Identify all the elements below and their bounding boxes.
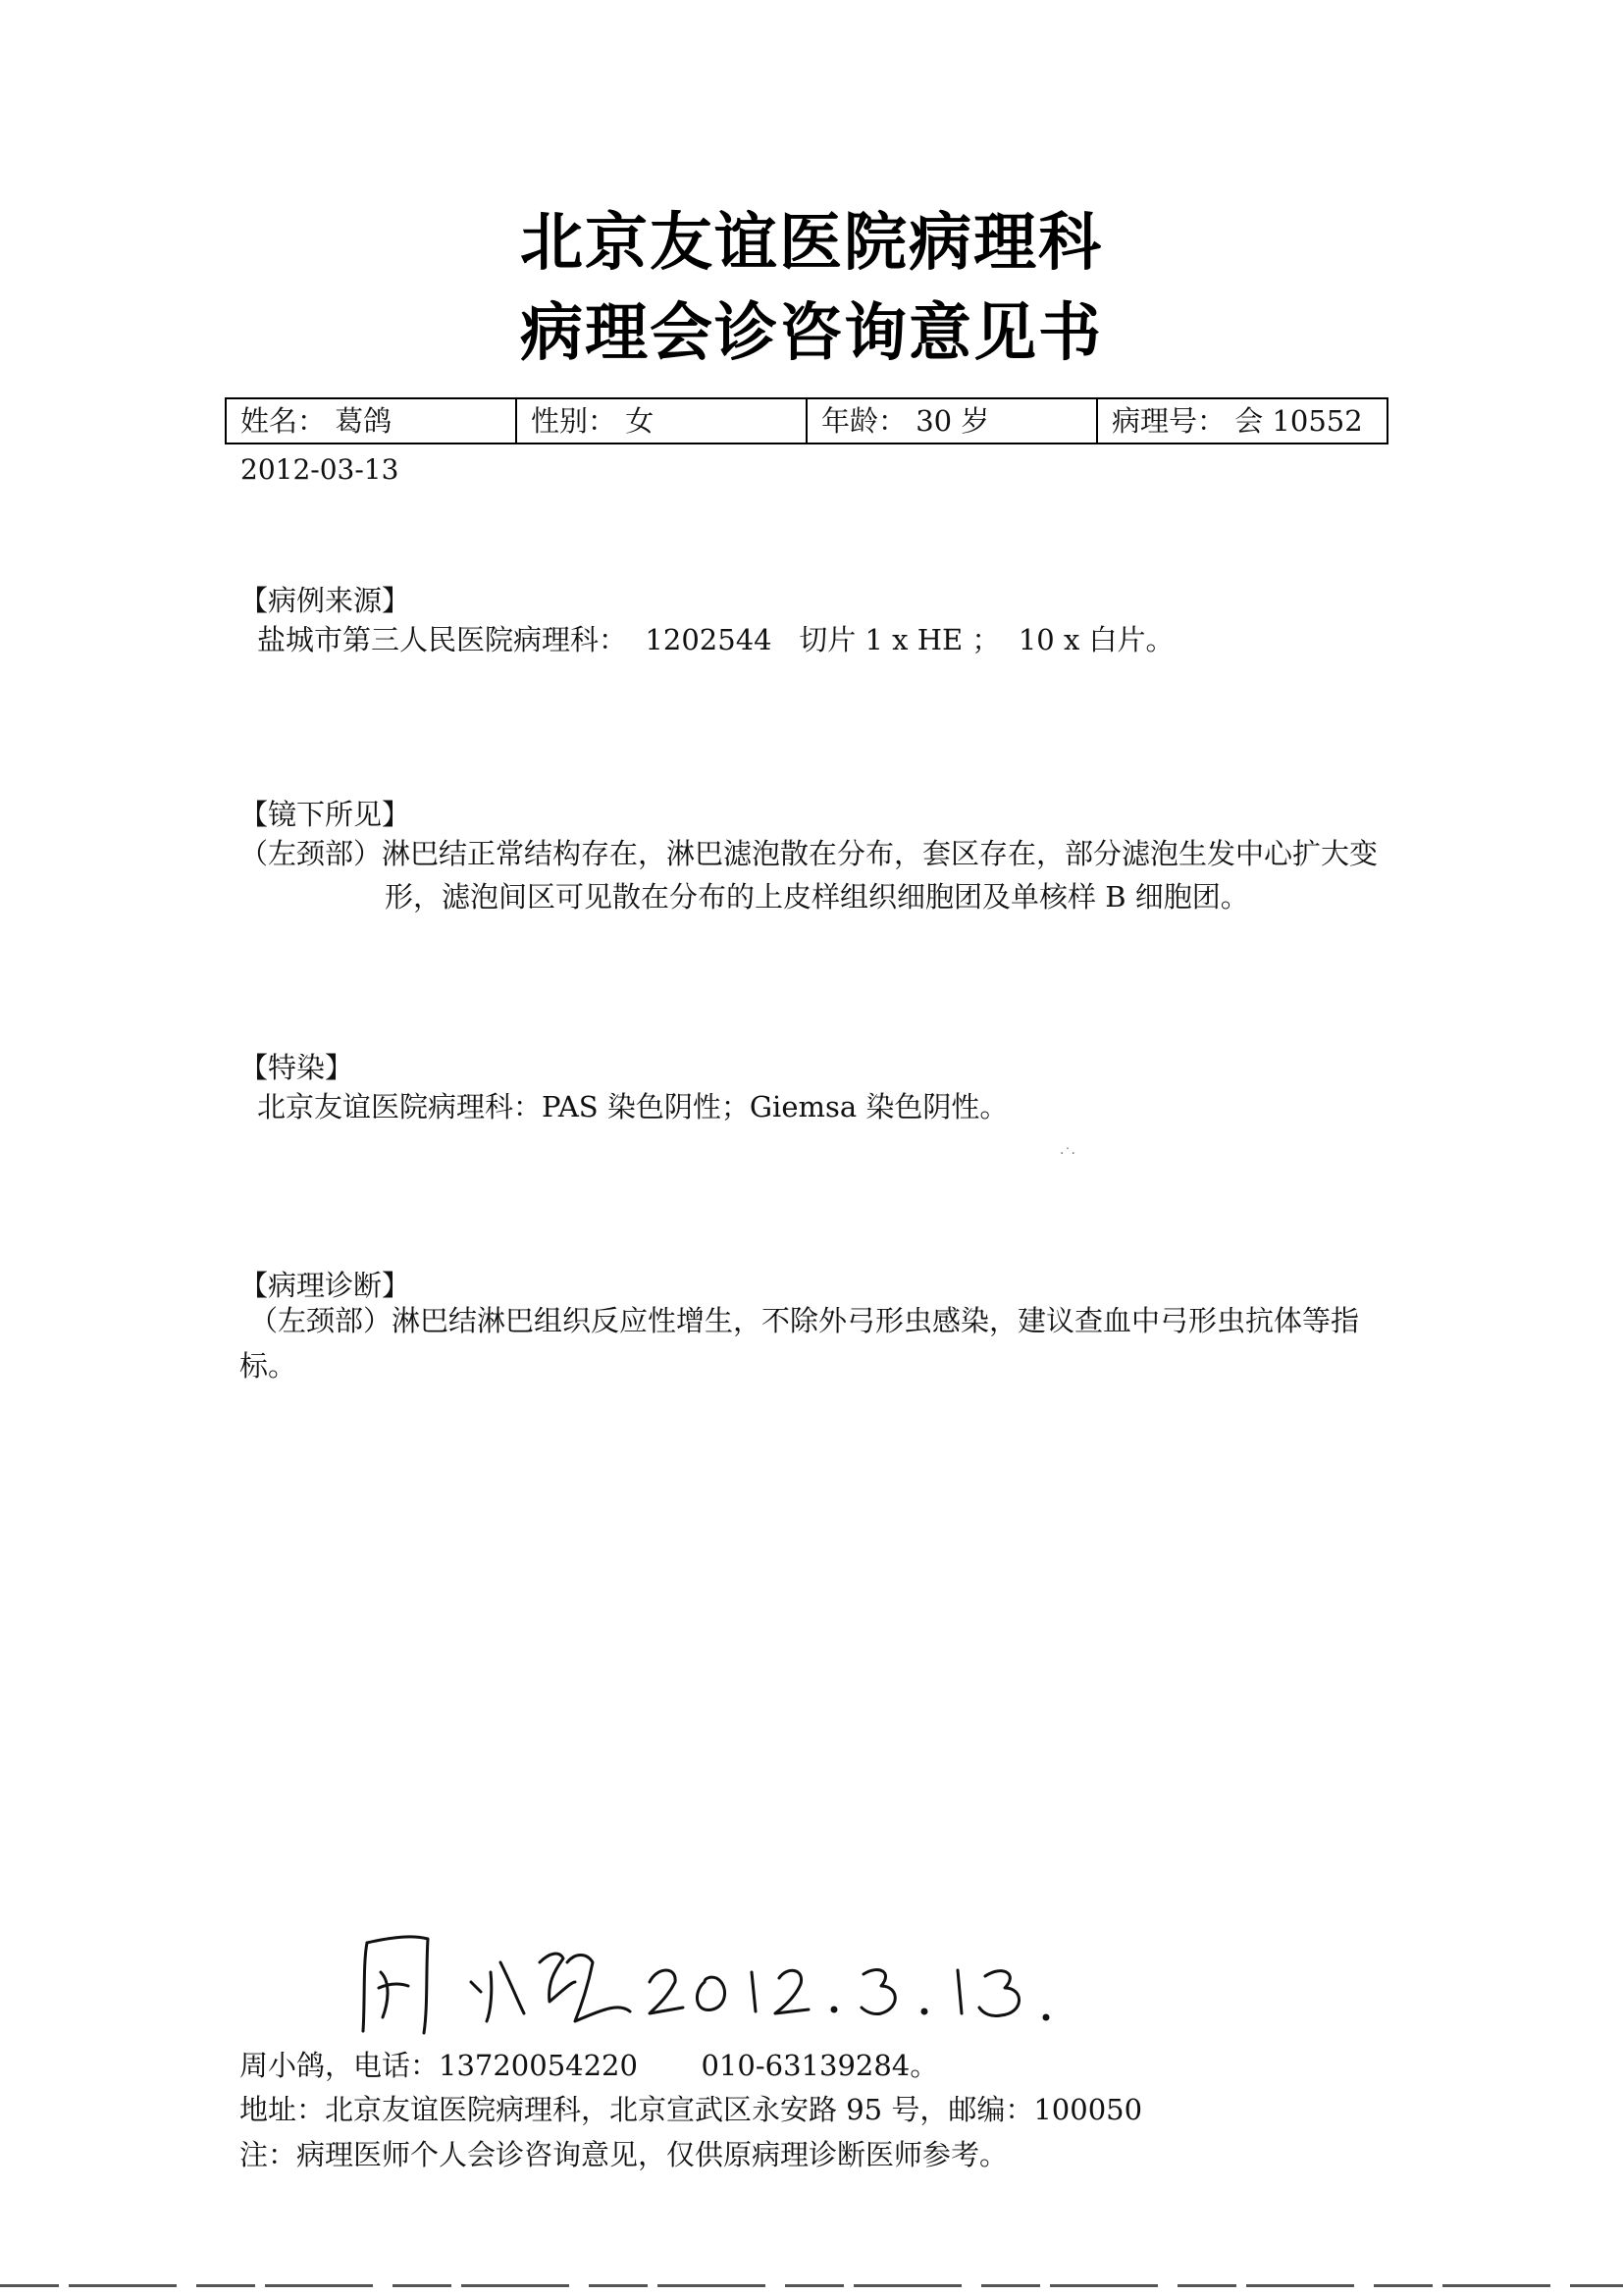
diagnosis-text-line2: 标。 xyxy=(239,1349,297,1383)
handwritten-signature xyxy=(343,1923,1109,2041)
microscopy-text-line1: （左颈部）淋巴结正常结构存在，淋巴滤泡散在分布，套区存在，部分滤泡生发中心扩大变 xyxy=(239,837,1379,870)
microscopy-text-line2: 形，滤泡间区可见散在分布的上皮样组织细胞团及单核样 B 细胞团。 xyxy=(385,880,1249,913)
patient-name: 姓名： 葛鸽 xyxy=(227,399,517,443)
source-heading: 【病例来源】 xyxy=(239,584,411,617)
diagnosis-heading: 【病理诊断】 xyxy=(239,1269,411,1302)
hospital-title: 北京友谊医院病理科 xyxy=(520,207,1103,280)
document-title: 病理会诊咨询意见书 xyxy=(520,297,1103,370)
microscopy-heading: 【镜下所见】 xyxy=(239,798,411,831)
footer-note: 注：病理医师个人会诊咨询意见，仅供原病理诊断医师参考。 xyxy=(239,2138,1009,2171)
diagnosis-text-line1: （左颈部）淋巴结淋巴组织反应性增生，不除外弓形虫感染，建议查血中弓形虫抗体等指 xyxy=(249,1304,1360,1337)
footer-contact: 周小鸽，电话：13720054220 010-63139284。 xyxy=(239,2049,939,2082)
source-text: 盐城市第三人民医院病理科： 1202544 切片 1 x HE ； 10 x 白片。 xyxy=(257,623,1175,656)
patient-info-table xyxy=(225,397,1388,444)
report-date: 2012-03-13 xyxy=(240,453,399,486)
pathology-number: 病理号： 会 10552 xyxy=(1112,404,1363,438)
scan-edge-line xyxy=(0,2284,1623,2287)
footer-address: 地址：北京友谊医院病理科，北京宣武区永安路 95 号，邮编：100050 xyxy=(239,2093,1143,2126)
patient-gender: 性别： 女 xyxy=(517,399,808,443)
scan-speck: ·˙· xyxy=(1060,1146,1075,1162)
special-stain-heading: 【特染】 xyxy=(239,1051,354,1084)
patient-age: 年龄： 30 岁 xyxy=(808,399,1098,443)
special-stain-text: 北京友谊医院病理科：PAS 染色阴性；Giemsa 染色阴性。 xyxy=(257,1090,1009,1123)
